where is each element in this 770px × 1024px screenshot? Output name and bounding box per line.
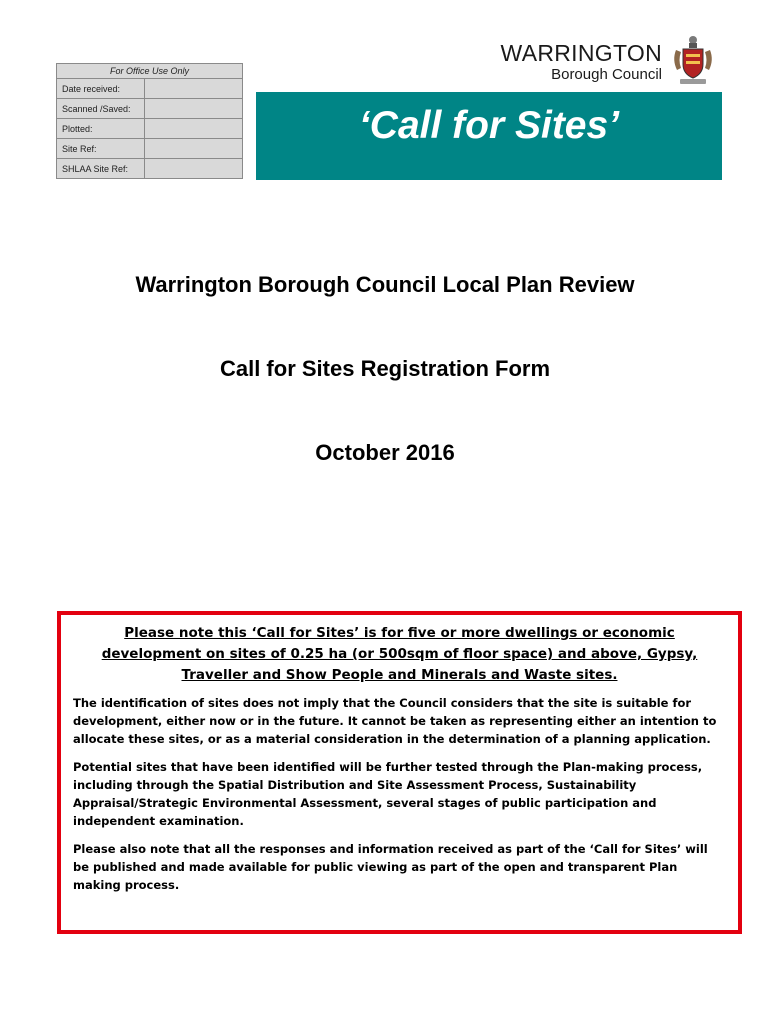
notice-paragraph: Potential sites that have been identified will be further tested through the Plan-making process, including through the Spatial Distribution and Site Assessment Process, Sustainability Appraisal/Strategic Environmental Assessment, several stages of public participation and independent examination. bbox=[73, 760, 703, 828]
office-use-value bbox=[145, 79, 243, 99]
office-use-label: Date received: bbox=[57, 79, 145, 99]
notice-paragraph: The identification of sites does not imply that the Council considers that the site is suitable for development, either now or in the future. It cannot be taken as representing either an intention to allocate these sites, or as a material consideration in the determination of a planning application. bbox=[73, 696, 717, 746]
call-for-sites-banner bbox=[256, 92, 722, 180]
office-use-value bbox=[145, 159, 243, 179]
council-logo bbox=[496, 34, 718, 86]
document-title: Warrington Borough Council Local Plan Review bbox=[135, 272, 635, 297]
logo-wordmark-top: WARRINGTON bbox=[500, 40, 662, 66]
office-use-value bbox=[145, 139, 243, 159]
notice-box bbox=[57, 611, 742, 934]
office-use-label: Scanned /Saved: bbox=[57, 99, 145, 119]
office-use-caption: For Office Use Only bbox=[57, 64, 243, 79]
document-date: October 2016 bbox=[315, 440, 455, 465]
office-use-row bbox=[57, 139, 243, 159]
office-use-row bbox=[57, 99, 243, 119]
coat-of-arms-icon bbox=[668, 34, 718, 86]
office-use-caption-row bbox=[57, 64, 243, 79]
notice-heading: Please note this ‘Call for Sites’ is for five or more dwellings or economic development on sites of 0.25 ha (or 500sqm of floor space) and above, Gypsy, Traveller and Show People and Minerals and Waste sites. bbox=[101, 625, 698, 683]
notice-paragraph: Please also note that all the responses and information received as part of the ‘Call for Sites’ will be published and made available for public viewing as part of the open and transparent Plan making process. bbox=[73, 842, 708, 892]
form-title: Call for Sites Registration Form bbox=[219, 356, 551, 381]
office-use-row bbox=[57, 79, 243, 99]
office-use-label: Site Ref: bbox=[57, 139, 145, 159]
banner-title: ‘Call for Sites’ bbox=[358, 104, 620, 147]
office-use-row bbox=[57, 159, 243, 179]
office-use-value bbox=[145, 99, 243, 119]
logo-wordmark-bottom: Borough Council bbox=[551, 66, 662, 83]
office-use-row bbox=[57, 119, 243, 139]
office-use-value bbox=[145, 119, 243, 139]
office-use-label: Plotted: bbox=[57, 119, 145, 139]
office-use-label: SHLAA Site Ref: bbox=[57, 159, 145, 179]
office-use-table bbox=[56, 63, 243, 179]
